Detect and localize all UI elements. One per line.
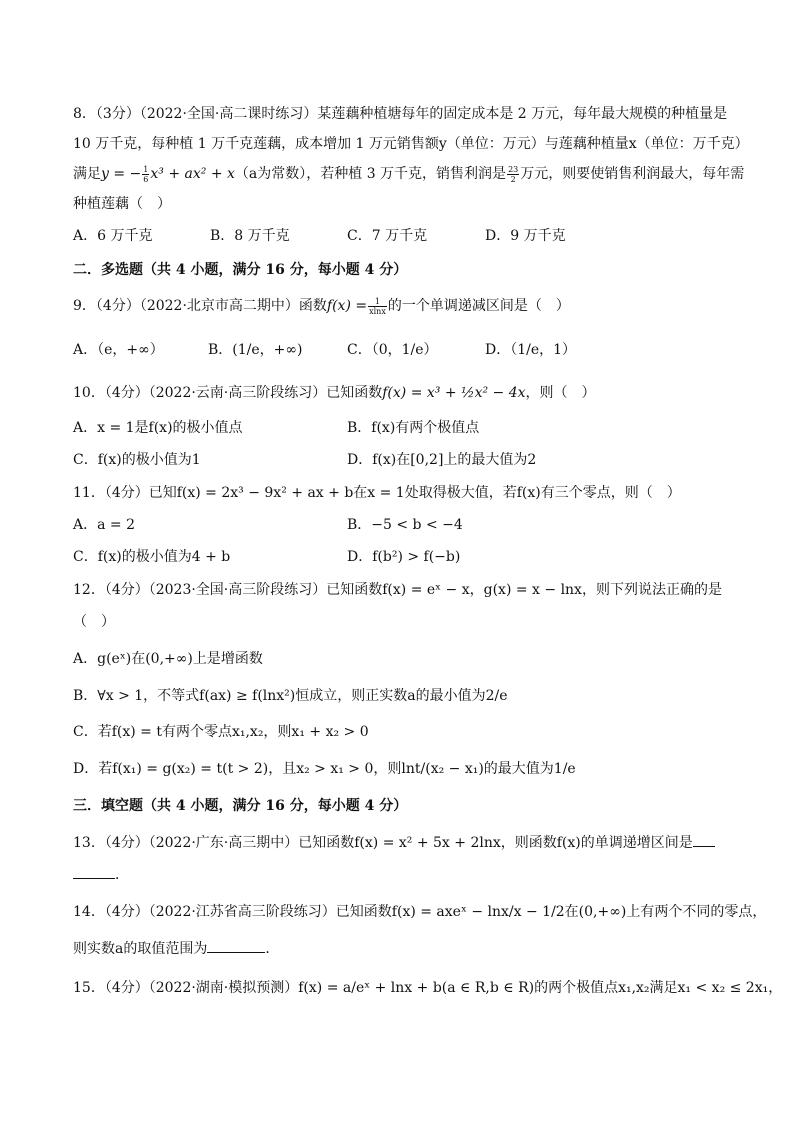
q9-option-d: D．（1/e，1） bbox=[485, 342, 577, 358]
q11-option-c: C．f(x)的极小值为4 + b bbox=[73, 549, 231, 565]
q13-line-2-end: ． bbox=[115, 867, 129, 883]
q8-line-3-d: 万元，则要使销售利润最大，每年需 bbox=[520, 166, 745, 182]
q8-formula-y: y = − bbox=[101, 166, 142, 182]
q8-option-c: C．7 万千克 bbox=[347, 228, 428, 244]
q11-option-d: D．f(b²) > f(−b) bbox=[347, 549, 461, 565]
section-3-heading: 三．填空题（共 4 小题，满分 16 分，每小题 4 分） bbox=[73, 798, 408, 814]
q9-fraction-den: xlnx bbox=[369, 306, 386, 316]
q11-option-b: B．−5 < b < −4 bbox=[347, 517, 463, 533]
q10-option-d: D．f(x)在[0,2]上的最大值为2 bbox=[347, 452, 537, 468]
q8-fraction-2 bbox=[507, 165, 519, 184]
q9-fraction-num: 1 bbox=[368, 297, 387, 307]
q9-stem bbox=[73, 296, 723, 316]
q9-stem-a: 9．（4分）（2022·北京市高二期中）函数 bbox=[73, 298, 327, 314]
q8-line-4: 种植莲藕（ ） bbox=[73, 196, 171, 212]
q12-option-d: D．若f(x₁) = g(x₂) = t(t > 2)，且x₂ > x₁ > 0，则lnt/(x₂ − x₁)的最大值为1/e bbox=[73, 761, 576, 777]
q9-formula: f(x) = bbox=[326, 298, 368, 314]
q12-stem: 12．（4分）（2023·全国·高三阶段练习）已知函数f(x) = eˣ − x，g(x) = x − lnx，则下列说法正确的是 bbox=[73, 582, 722, 598]
q13-answer-blank[interactable] bbox=[73, 864, 115, 879]
q10-option-a: A．x = 1是f(x)的极小值点 bbox=[73, 420, 243, 436]
q8-line-2: 10 万千克，每种植 1 万千克莲藕，成本增加 1 万元销售额y（单位：万元）与莲藕种植量x（单位：万千克） bbox=[73, 136, 749, 152]
q8-line-1: 8．（3分）（2022·全国·高二课时练习）某莲藕种植塘每年的固定成本是 2 万元，每年最大规模的种植量是 bbox=[73, 106, 728, 122]
q13-blank-start bbox=[693, 832, 715, 847]
q12-option-a: A．g(eˣ)在(0,+∞)上是增函数 bbox=[73, 651, 263, 667]
q14-answer-blank[interactable] bbox=[207, 938, 265, 953]
q9-stem-b: 的一个单调递减区间是（ ） bbox=[387, 298, 570, 314]
q10-stem-a: 10．（4分）（2022·云南·高三阶段练习）已知函数 bbox=[73, 385, 383, 401]
q11-option-a: A．a = 2 bbox=[73, 517, 135, 533]
q12-option-b: B．∀x > 1，不等式f(ax) ≥ f(lnx²)恒成立，则正实数a的最小值为2/e bbox=[73, 688, 508, 704]
q12-stem-2: （ ） bbox=[73, 614, 115, 630]
q10-formula: f(x) = x³ + ½x² − 4x bbox=[382, 385, 526, 401]
q8-formula-poly: x³ + ax² + x bbox=[150, 166, 235, 182]
q13-line-1-text: 13．（4分）（2022·广东·高三期中）已知函数f(x) = x² + 5x + 2lnx，则函数f(x)的单调递增区间是 bbox=[73, 835, 693, 851]
q9-fraction bbox=[368, 297, 387, 316]
q8-option-d: D．9 万千克 bbox=[485, 228, 566, 244]
q9-option-c: C．（0，1/e） bbox=[347, 342, 438, 358]
q11-stem: 11．（4分）已知f(x) = 2x³ − 9x² + ax + b在x = 1处取得极大值，若f(x)有三个零点，则（ ） bbox=[73, 485, 681, 501]
q14-line-1: 14．（4分）（2022·江苏省高三阶段练习）已知函数f(x) = axeˣ − lnx/x − 1/2在(0,+∞)上有两个不同的零点， bbox=[73, 904, 767, 920]
q9-option-b: B．(1/e，+∞) bbox=[208, 342, 303, 358]
q14-line-2-text: 则实数a的取值范围为 bbox=[73, 941, 208, 957]
q8-option-b: B．8 万千克 bbox=[210, 228, 290, 244]
q9-option-a: A．（e，+∞） bbox=[73, 342, 164, 358]
q13-line-2 bbox=[73, 864, 723, 885]
q10-stem bbox=[73, 383, 723, 403]
q8-fraction-1-num: 1 bbox=[143, 164, 149, 174]
q10-option-c: C．f(x)的极小值为1 bbox=[73, 452, 201, 468]
q8-fraction-1 bbox=[142, 165, 149, 184]
q8-option-a: A．6 万千克 bbox=[73, 228, 153, 244]
q14-line-2-end: ． bbox=[265, 941, 280, 957]
q14-line-2 bbox=[73, 938, 723, 959]
q13-line-1 bbox=[73, 832, 723, 853]
q15-line-1: 15．（4分）（2022·湖南·模拟预测）f(x) = a/eˣ + lnx + b(a ∈ R,b ∈ R)的两个极值点x₁,x₂满足x₁ < x₂ ≤ 2x₁， bbox=[73, 980, 783, 996]
q8-line-3-c: （a为常数），若种植 3 万千克，销售利润是 bbox=[234, 166, 507, 182]
q10-option-b: B．f(x)有两个极值点 bbox=[347, 420, 480, 436]
q8-line-3-a: 满足 bbox=[73, 166, 101, 182]
section-2-heading: 二．多选题（共 4 小题，满分 16 分，每小题 4 分） bbox=[73, 262, 408, 278]
q8-fraction-2-num: 23 bbox=[508, 164, 519, 174]
q8-fraction-2-den: 2 bbox=[510, 174, 516, 184]
q12-option-c: C．若f(x) = t有两个零点x₁,x₂，则x₁ + x₂ > 0 bbox=[73, 724, 369, 740]
q8-fraction-1-den: 6 bbox=[143, 174, 149, 184]
q8-line-3 bbox=[73, 164, 745, 184]
q10-stem-b: ，则（ ） bbox=[525, 385, 596, 401]
